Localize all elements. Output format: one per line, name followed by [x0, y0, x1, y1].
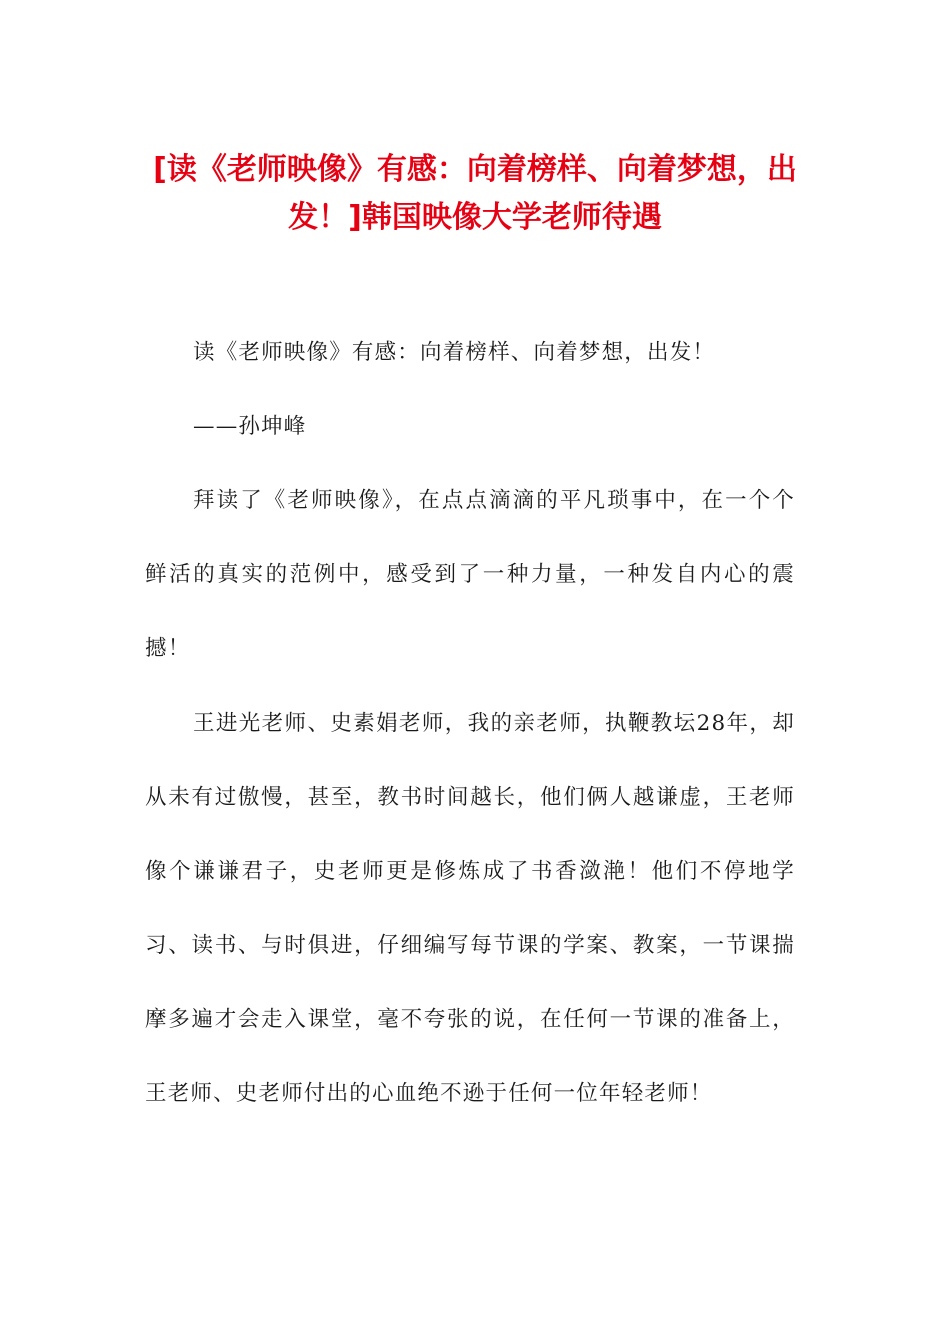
- paragraph: 拜读了《老师映像》，在点点滴滴的平凡琐事中，在一个个鲜活的真实的范例中，感受到了一种力量，一种发自内心的震撼！: [145, 488, 795, 661]
- author-line: ——孙坤峰: [193, 414, 307, 439]
- document-title: [读《老师映像》有感：向着榜样、向着梦想，出发！]韩国映像大学老师待遇: [153, 152, 797, 235]
- paragraph: 王进光老师、史素娟老师，我的亲老师，执鞭教坛28年，却从未有过傲慢，甚至，教书时间越长，他们俩人越谦虚，王老师像个谦谦君子，史老师更是修炼成了书香潋滟！他们不停地学习、读书、与时俱进，仔细编写每节课的学案、教案，一节课揣摩多遍才会走入课堂，毫不夸张的说，在任何一节课的准备上，王老师、史老师付出的心血绝不逊于任何一位年轻老师！: [145, 711, 795, 1106]
- article-heading: 读《老师映像》有感：向着榜样、向着梦想，出发！: [193, 340, 716, 365]
